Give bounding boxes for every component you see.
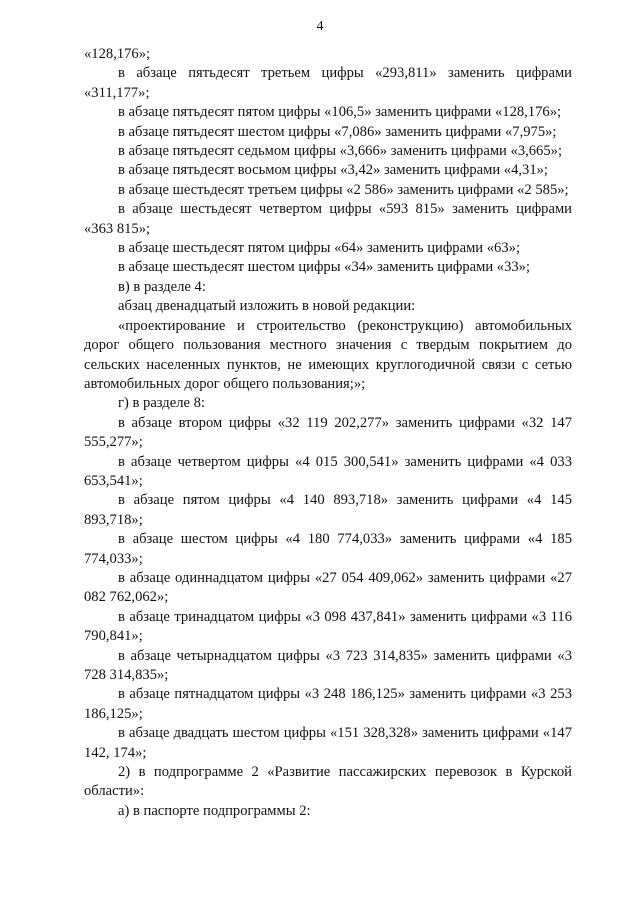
paragraph: в абзаце тринадцатом цифры «3 098 437,841» заменить цифрами «3 116 790,841»; (84, 608, 572, 645)
paragraph: в абзаце пятьдесят седьмом цифры «3,666» заменить цифрами «3,665»; (118, 143, 563, 160)
paragraph: абзац двенадцатый изложить в новой редакции: (118, 298, 416, 315)
paragraph: в абзаце пятом цифры «4 140 893,718» заменить цифрами «4 145 893,718»; (84, 492, 572, 528)
paragraph: в абзаце шестьдесят пятом цифры «64» заменить цифрами «63»; (118, 240, 521, 257)
paragraph: в абзаце шестьдесят четвертом цифры «593 815» заменить цифрами «363 815»; (84, 201, 572, 237)
paragraph: в абзаце одиннадцатом цифры «27 054 409,062» заменить цифрами «27 082 762,062»; (84, 569, 572, 606)
paragraph: в абзаце пятьдесят пятом цифры «106,5» заменить цифрами «128,176»; (118, 104, 562, 121)
paragraph: в абзаце втором цифры «32 119 202,277» заменить цифрами «32 147 555,277»; (84, 414, 572, 451)
paragraph: а) в паспорте подпрограммы 2: (118, 802, 311, 819)
paragraph: в абзаце пятьдесят шестом цифры «7,086» заменить цифрами «7,975»; (118, 123, 557, 140)
paragraph: 2) в подпрограмме 2 «Развитие пассажирских перевозок в Курской области»: (84, 764, 572, 800)
page-number: 4 (316, 19, 324, 34)
paragraph: в абзаце пятьдесят третьем цифры «293,811» заменить цифрами «311,177»; (84, 65, 572, 101)
paragraph: «128,176»; (84, 46, 151, 62)
paragraph: г) в разделе 8: (118, 395, 205, 412)
paragraph: в абзаце пятьдесят восьмом цифры «3,42» заменить цифрами «4,31»; (118, 162, 548, 179)
paragraph: в абзаце шестьдесят шестом цифры «34» заменить цифрами «33»; (118, 259, 531, 276)
paragraph: в абзаце шестьдесят третьем цифры «2 586» заменить цифрами «2 585»; (118, 181, 569, 198)
paragraph: в) в разделе 4: (118, 278, 206, 295)
paragraph: в абзаце двадцать шестом цифры «151 328,328» заменить цифрами «147 142, 174»; (84, 725, 572, 761)
paragraph: в абзаце четвертом цифры «4 015 300,541» заменить цифрами «4 033 653,541»; (84, 453, 572, 489)
paragraph: «проектирование и строительство (реконструкцию) автомобильных дорог общего пользования местного значения с твердым покрытием до сельских населенных пунктов, не имеющих круглогодичной связи с сетью автомобильных дорог общего пользования;»; (84, 317, 572, 392)
paragraph: в абзаце пятнадцатом цифры «3 248 186,125» заменить цифрами «3 253 186,125»; (84, 686, 572, 722)
paragraph: в абзаце четырнадцатом цифры «3 723 314,835» заменить цифрами «3 728 314,835»; (84, 647, 572, 683)
document-body (84, 45, 572, 821)
paragraph: в абзаце шестом цифры «4 180 774,033» заменить цифрами «4 185 774,033»; (84, 531, 572, 567)
